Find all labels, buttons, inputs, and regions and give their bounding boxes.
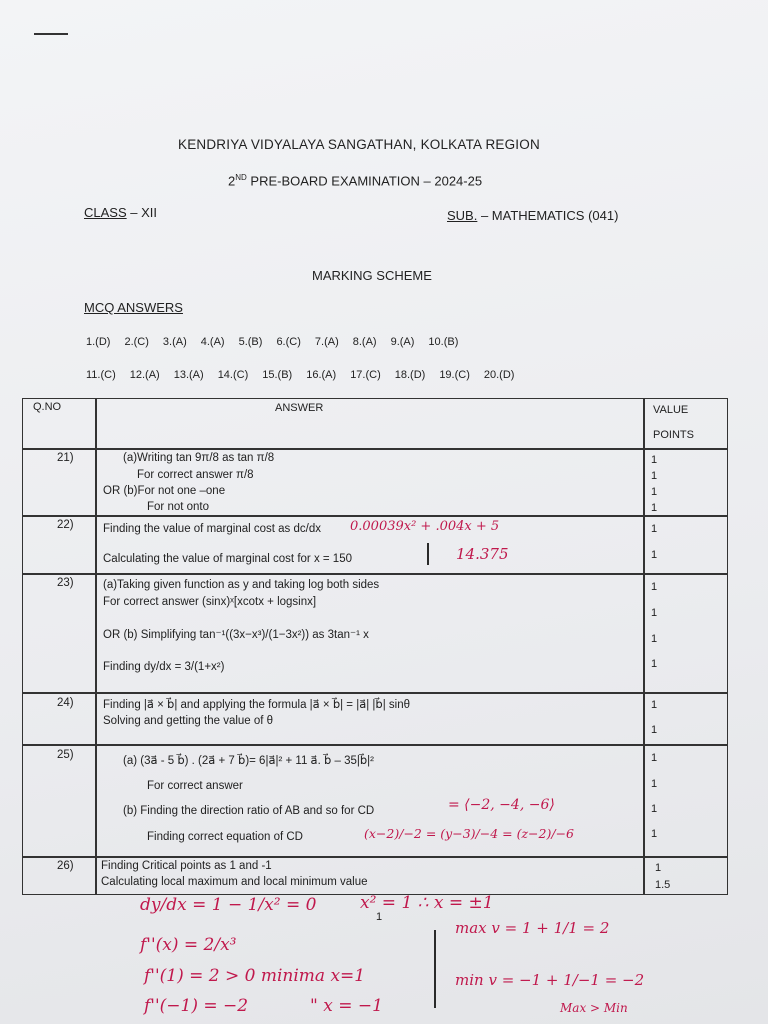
handwritten-stroke — [427, 543, 429, 565]
marking-table — [22, 398, 728, 895]
row-divider — [23, 744, 727, 746]
value-point: 1 — [651, 752, 658, 764]
mcq-answer: 19.(C) — [439, 369, 470, 381]
answer-line: (a)Taking given function as y and taking log both sides — [103, 579, 380, 591]
mcq-answer: 3.(A) — [162, 336, 187, 348]
value-point: 1 — [651, 549, 658, 561]
answer-line: For correct answer π/8 — [137, 469, 254, 481]
value-point: 1 — [651, 803, 658, 815]
question-number: 23) — [57, 577, 74, 589]
mcq-answer: 2.(C) — [124, 336, 149, 348]
row-divider — [23, 856, 727, 858]
question-number: 26) — [57, 860, 74, 872]
class-label: CLASS – XII — [84, 205, 157, 220]
mcq-answer: 16.(A) — [306, 369, 337, 381]
answer-line: For not onto — [147, 501, 210, 513]
header-qno: Q.NO — [33, 401, 62, 413]
handwritten-note: 0.00039x² + .004x + 5 — [350, 519, 500, 534]
corner-dash — [34, 33, 68, 35]
answer-line: OR (b) Simplifying tan⁻¹((3x−x³)/(1−3x²)) as 3tan⁻¹ x — [103, 629, 369, 641]
answer-line: Calculating the value of marginal cost for x = 150 — [103, 553, 352, 565]
mcq-answer: 5.(B) — [238, 336, 263, 348]
column-divider — [95, 399, 97, 894]
mcq-answer: 14.(C) — [217, 369, 249, 381]
answer-line: OR (b)For not one –one — [103, 485, 226, 497]
mcq-answers-row-2 — [86, 369, 514, 381]
organization-heading: KENDRIYA VIDYALAYA SANGATHAN, KOLKATA REGION — [178, 137, 540, 152]
handwritten-working: f''(1) = 2 > 0 minima x=1 — [144, 966, 366, 986]
handwritten-note: 14.375 — [456, 545, 509, 563]
answer-line: For correct answer (sinx)ˣ[xcotx + logsinx] — [103, 596, 317, 608]
mcq-answer: 12.(A) — [129, 369, 160, 381]
value-point: 1 — [651, 699, 658, 711]
value-point: 1 — [651, 658, 658, 670]
question-number: 22) — [57, 519, 74, 531]
mcq-answer: 11.(C) — [86, 369, 116, 381]
handwritten-divider — [434, 930, 436, 1008]
stray-mark: 1 — [376, 911, 383, 923]
row-divider — [23, 448, 727, 450]
mcq-answer: 18.(D) — [394, 369, 426, 381]
answer-line: Calculating local maximum and local minimum value — [101, 876, 368, 888]
question-number: 24) — [57, 697, 74, 709]
value-point: 1 — [651, 523, 658, 535]
handwritten-working: f''(−1) = −2 — [144, 996, 249, 1016]
mcq-answer: 10.(B) — [428, 336, 459, 348]
mcq-heading: MCQ ANSWERS — [84, 300, 183, 315]
answer-line: (a) (3a⃗ - 5 b⃗) . (2a⃗ + 7 b⃗)= 6|a⃗|² + 11 a⃗. b⃗ – 35|b⃗|² — [123, 755, 374, 767]
answer-line: Finding correct equation of CD — [147, 831, 303, 843]
handwritten-working: min v = −1 + 1/−1 = −2 — [455, 971, 645, 989]
mcq-answer: 6.(C) — [276, 336, 301, 348]
exam-heading: 2ND PRE-BOARD EXAMINATION – 2024-25 — [228, 173, 483, 189]
question-number: 25) — [57, 749, 74, 761]
value-point: 1 — [651, 828, 658, 840]
row-divider — [23, 692, 727, 694]
value-point: 1 — [651, 778, 658, 790]
mcq-answer: 7.(A) — [314, 336, 339, 348]
answer-line: Solving and getting the value of θ — [103, 715, 274, 727]
mcq-answer: 13.(A) — [173, 369, 204, 381]
handwritten-working: x² = 1 ∴ x = ±1 — [360, 893, 494, 913]
mcq-answers-row-1 — [86, 336, 458, 348]
marking-scheme-title: MARKING SCHEME — [312, 268, 432, 283]
handwritten-working: " x = −1 — [310, 996, 383, 1016]
mcq-answer: 9.(A) — [390, 336, 415, 348]
column-divider — [643, 399, 645, 894]
value-point: 1 — [651, 502, 658, 514]
mcq-answer: 20.(D) — [483, 369, 515, 381]
handwritten-note: (x−2)/−2 = (y−3)/−4 = (z−2)/−6 — [364, 826, 574, 841]
answer-line: Finding Critical points as 1 and -1 — [101, 860, 272, 872]
answer-line: For correct answer — [147, 780, 243, 792]
handwritten-working: Max > Min — [560, 1001, 628, 1015]
answer-line: (b) Finding the direction ratio of AB and so for CD — [123, 805, 375, 817]
handwritten-working: dy/dx = 1 − 1/x² = 0 — [140, 895, 317, 915]
value-point: 1.5 — [655, 879, 671, 891]
answer-line: (a)Writing tan 9π/8 as tan π/8 — [123, 452, 275, 464]
handwritten-note: = ⟨−2, −4, −6⟩ — [448, 797, 555, 813]
value-point: 1 — [651, 470, 658, 482]
value-point: 1 — [651, 454, 658, 466]
answer-line: Finding the value of marginal cost as dc/dx — [103, 523, 321, 535]
answer-line: Finding dy/dx = 3/(1+x²) — [103, 661, 225, 673]
value-point: 1 — [651, 724, 658, 736]
row-divider — [23, 573, 727, 575]
row-divider — [23, 515, 727, 517]
header-points: POINTS — [653, 429, 694, 441]
subject-label: SUB. – MATHEMATICS (041) — [447, 208, 619, 223]
header-answer: ANSWER — [275, 402, 324, 414]
value-point: 1 — [651, 633, 658, 645]
question-number: 21) — [57, 452, 74, 464]
header-value: VALUE — [653, 404, 689, 416]
value-point: 1 — [655, 862, 662, 874]
mcq-answer: 4.(A) — [200, 336, 225, 348]
mcq-answer: 8.(A) — [352, 336, 377, 348]
value-point: 1 — [651, 607, 658, 619]
answer-line: Finding |a⃗ × b⃗| and applying the formula |a⃗ × b⃗| = |a⃗| |b⃗| sinθ — [103, 699, 410, 711]
handwritten-working: f''(x) = 2/x³ — [140, 935, 237, 955]
value-point: 1 — [651, 486, 658, 498]
mcq-answer: 17.(C) — [350, 369, 381, 381]
mcq-answer: 1.(D) — [86, 336, 111, 348]
handwritten-working: max v = 1 + 1/1 = 2 — [455, 919, 610, 937]
value-point: 1 — [651, 581, 658, 593]
mcq-answer: 15.(B) — [262, 369, 293, 381]
